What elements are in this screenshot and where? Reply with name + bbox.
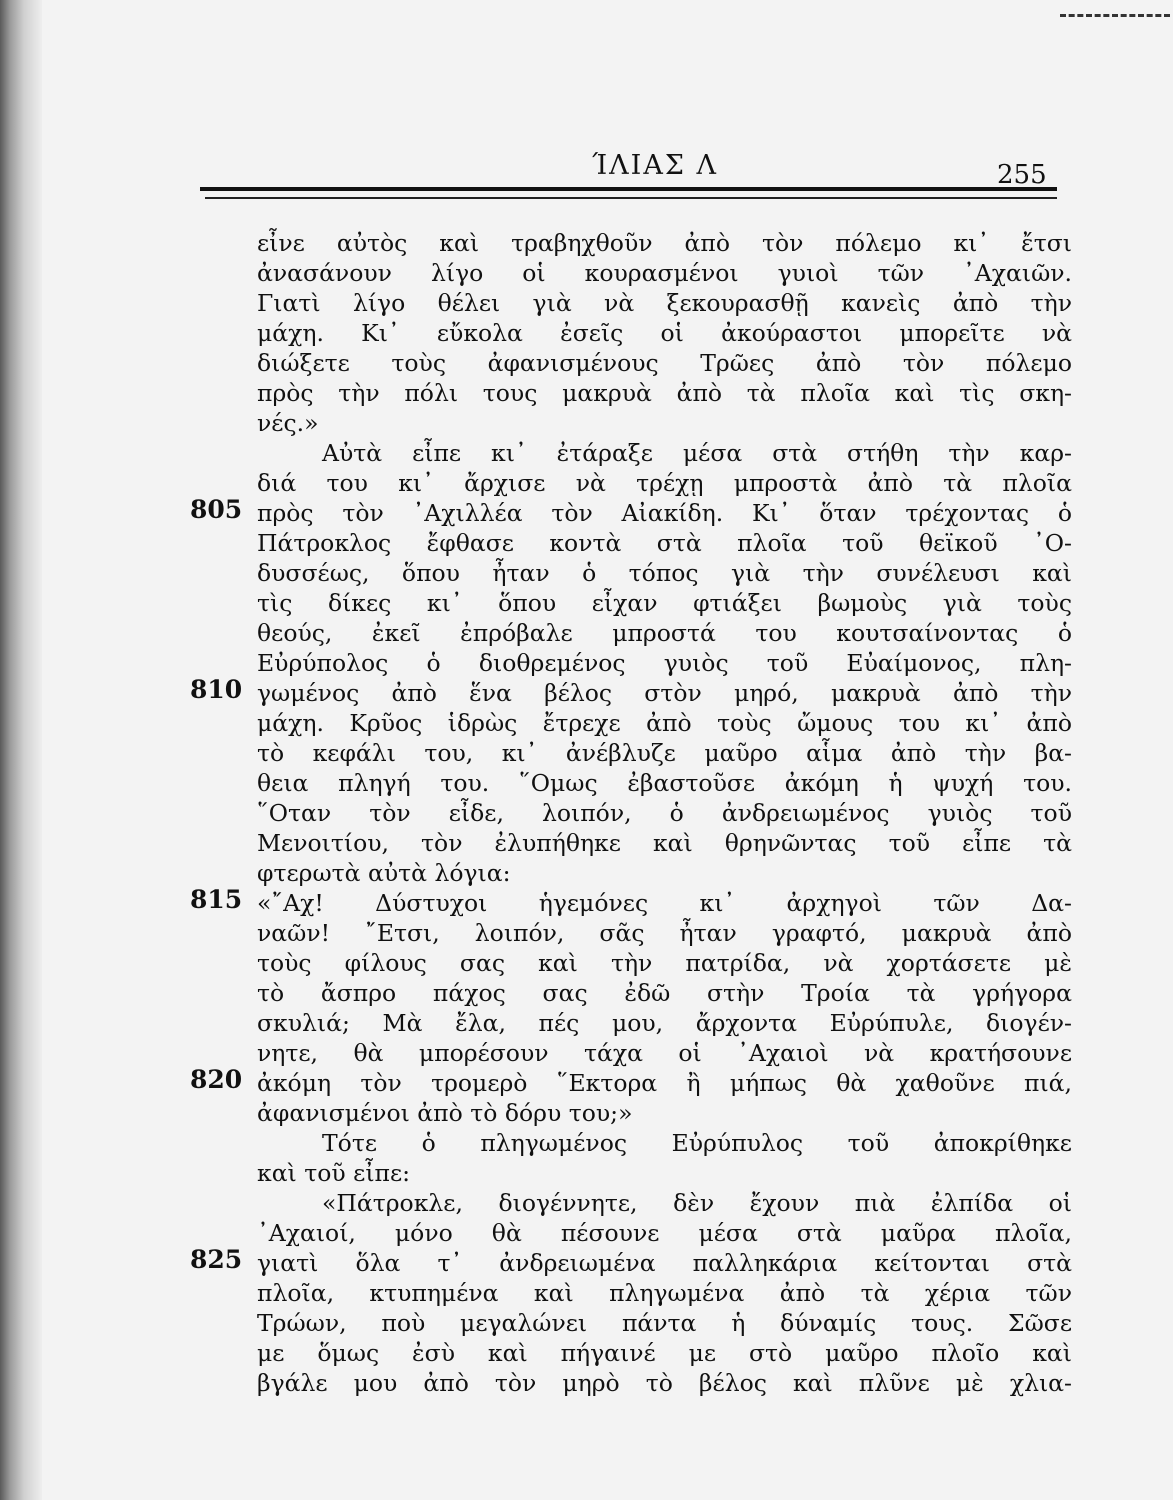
text-line: ναῶν! ῎Ετσι, λοιπόν, σᾶς ἦταν γραφτό, μακρυὰ ἀπὸ	[257, 919, 1072, 947]
text-line: Μενοιτίου, τὸν ἐλυπήθηκε καὶ θρηνῶντας τοῦ εἶπε τὰ	[257, 829, 1072, 857]
text-line: Αὐτὰ εἶπε κι᾿ ἐτάραξε μέσα στὰ στήθη τὴν καρ-	[322, 439, 1072, 467]
text-line: δυσσέως, ὅπου ἦταν ὁ τόπος γιὰ τὴν συνέλευσι καὶ	[257, 559, 1072, 587]
page-binding-shadow	[0, 0, 42, 1500]
page-number: 255	[997, 160, 1047, 190]
header-rule	[200, 187, 1057, 191]
text-line: ἀνασάνουν λίγο οἱ κουρασμένοι γυιοὶ τῶν ᾿Αχαιῶν.	[257, 259, 1072, 287]
text-line: ᾿Αχαιοί, μόνο θὰ πέσουνε μέσα στὰ μαῦρα πλοῖα,	[257, 1219, 1072, 1247]
text-line: ῞Οταν τὸν εἶδε, λοιπόν, ὁ ἀνδρειωμένος γυιὸς τοῦ	[257, 799, 1072, 827]
text-line: νητε, θὰ μπορέσουν τάχα οἱ ᾿Αχαιοὶ νὰ κρατήσουνε	[257, 1039, 1072, 1067]
text-line: πρὸς τὸν ᾿Αχιλλέα τὸν Αἰακίδη. Κι᾿ ὅταν τρέχοντας ὁ	[257, 499, 1072, 527]
text-line: διώξετε τοὺς ἀφανισμένους Τρῶες ἀπὸ τὸν πόλεμο	[257, 349, 1072, 377]
text-line: Εὐρύπολος ὁ διοθρεμένος γυιὸς τοῦ Εὐαίμονος, πλη-	[257, 649, 1072, 677]
text-line: θεια πληγή του. ῞Ομως ἐβαστοῦσε ἀκόμη ἡ ψυχή του.	[257, 769, 1072, 797]
line-number: 825	[190, 1245, 243, 1274]
text-line: γωμένος ἀπὸ ἕνα βέλος στὸν μηρό, μακρυὰ ἀπὸ τὴν	[257, 679, 1072, 707]
text-line: Τρώων, ποὺ μεγαλώνει πάντα ἡ δύναμίς τους. Σῶσε	[257, 1309, 1072, 1337]
text-line: νές.»	[257, 409, 319, 437]
text-line: μάχη. Κρῦος ἱδρὼς ἔτρεχε ἀπὸ τοὺς ὤμους του κι᾿ ἀπὸ	[257, 709, 1072, 737]
text-line: φτερωτὰ αὐτὰ λόγια:	[257, 859, 511, 887]
top-edge-mark	[1060, 14, 1170, 17]
text-line: τὶς δίκες κι᾿ ὅπου εἶχαν φτιάξει βωμοὺς γιὰ τοὺς	[257, 589, 1072, 617]
text-line: τοὺς φίλους σας καὶ τὴν πατρίδα, νὰ χορτάσετε μὲ	[257, 949, 1072, 977]
line-number: 810	[190, 675, 243, 704]
text-line: βγάλε μου ἀπὸ τὸν μηρὸ τὸ βέλος καὶ πλῦνε μὲ χλια-	[257, 1369, 1072, 1397]
text-line: πλοῖα, κτυπημένα καὶ πληγωμένα ἀπὸ τὰ χέρια τῶν	[257, 1279, 1072, 1307]
text-line: σκυλιά; Μὰ ἔλα, πές μου, ἄρχοντα Εὐρύπυλε, διογέν-	[257, 1009, 1072, 1037]
header-rule-thin	[205, 197, 1057, 199]
text-line: γιατὶ ὅλα τ᾿ ἀνδρειωμένα παλληκάρια κείτονται στὰ	[257, 1249, 1072, 1277]
text-line: καὶ τοῦ εἶπε:	[257, 1159, 411, 1187]
text-line: θεούς, ἐκεῖ ἐπρόβαλε μπροστά του κουτσαίνοντας ὁ	[257, 619, 1072, 647]
text-line: Γιατὶ λίγο θέλει γιὰ νὰ ξεκουρασθῇ κανεὶς ἀπὸ τὴν	[257, 289, 1072, 317]
text-line: μάχη. Κι᾿ εὔκολα ἐσεῖς οἱ ἀκούραστοι μπορεῖτε νὰ	[257, 319, 1072, 347]
text-line: Πάτροκλος ἔφθασε κοντὰ στὰ πλοῖα τοῦ θεϊκοῦ ᾿Ο-	[257, 529, 1072, 557]
text-line: πρὸς τὴν πόλι τους μακρυὰ ἀπὸ τὰ πλοῖα καὶ τὶς σκη-	[257, 379, 1072, 407]
text-line: εἶνε αὐτὸς καὶ τραβηχθοῦν ἀπὸ τὸν πόλεμο κι᾿ ἔτσι	[257, 229, 1072, 257]
text-line: «῎Αχ! Δύστυχοι ἡγεμόνες κι᾿ ἀρχηγοὶ τῶν Δα-	[257, 889, 1072, 917]
text-line: με ὅμως ἐσὺ καὶ πήγαινέ με στὸ μαῦρο πλοῖο καὶ	[257, 1339, 1072, 1367]
line-number: 805	[190, 495, 243, 524]
text-line: τὸ κεφάλι του, κι᾿ ἀνέβλυζε μαῦρο αἷμα ἀπὸ τὴν βα-	[257, 739, 1072, 767]
text-line: διά του κι᾿ ἄρχισε νὰ τρέχῃ μπροστὰ ἀπὸ τὰ πλοῖα	[257, 469, 1072, 497]
text-line: ἀφανισμένοι ἀπὸ τὸ δόρυ του;»	[257, 1099, 633, 1127]
text-line: τὸ ἄσπρο πάχος σας ἐδῶ στὴν Τροία τὰ γρήγορα	[257, 979, 1072, 1007]
text-line: «Πάτροκλε, διογέννητε, δὲν ἔχουν πιὰ ἐλπίδα οἱ	[322, 1189, 1072, 1217]
text-line: Τότε ὁ πληγωμένος Εὐρύπυλος τοῦ ἀποκρίθηκε	[322, 1129, 1072, 1157]
line-number: 820	[190, 1065, 243, 1094]
text-line: ἀκόμη τὸν τρομερὸ ῞Εκτορα ἢ μήπως θὰ χαθοῦνε πιά,	[257, 1069, 1072, 1097]
running-header-title: ΊΛΙΑΣ Λ	[592, 150, 719, 181]
line-number: 815	[190, 885, 243, 914]
